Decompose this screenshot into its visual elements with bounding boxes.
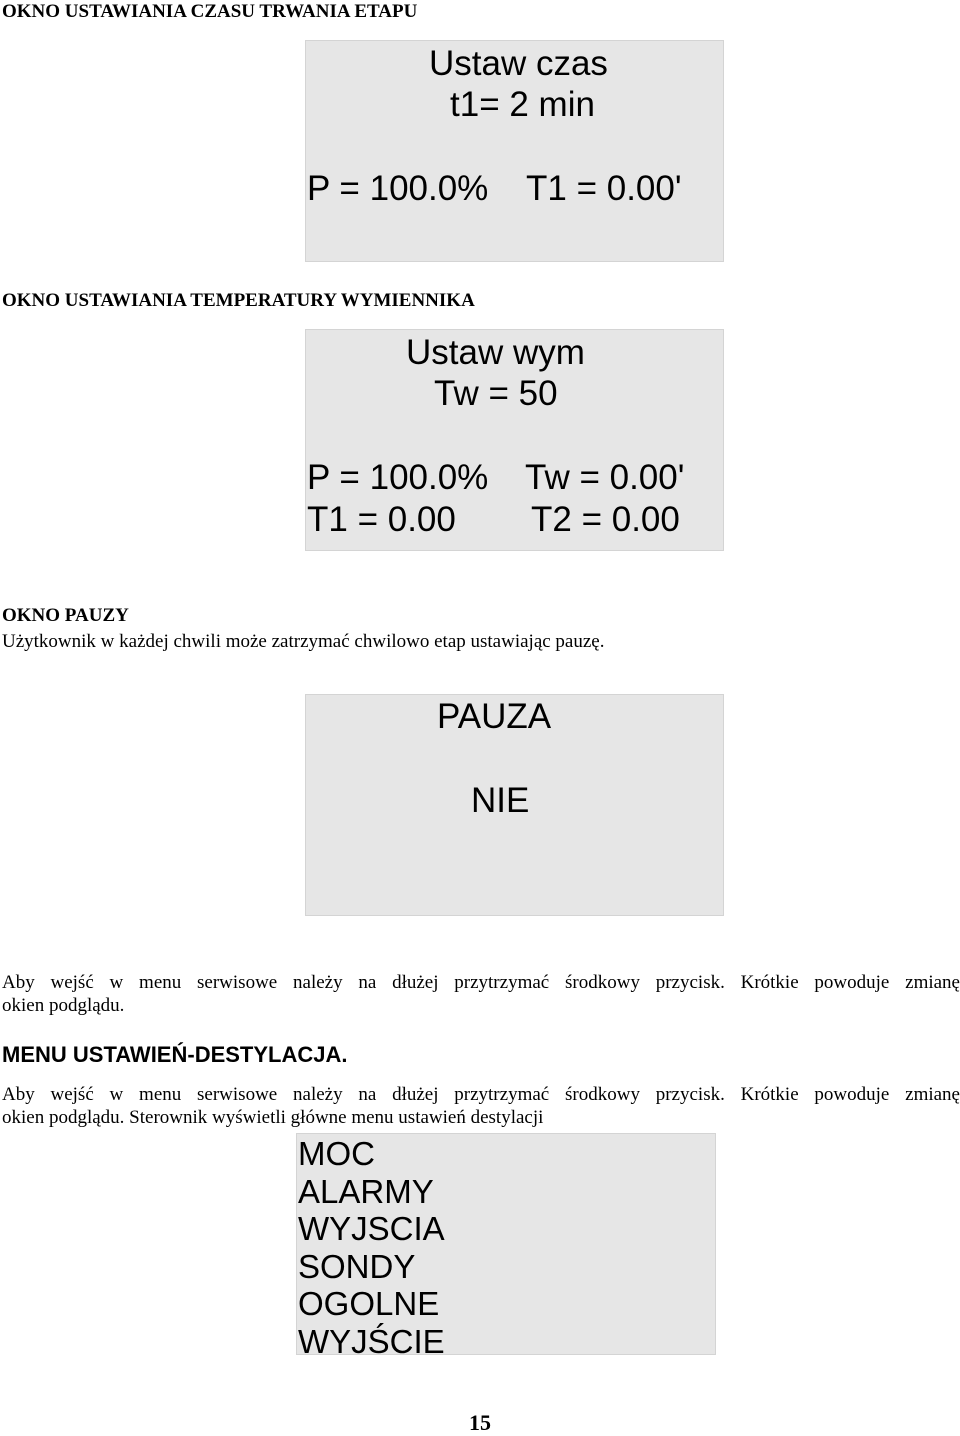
lcd-power-value: P = 100.0% bbox=[307, 169, 489, 208]
lcd-title: Ustaw czas bbox=[429, 44, 608, 83]
lcd-screen-time bbox=[305, 40, 724, 262]
lcd-title: Ustaw wym bbox=[406, 333, 585, 372]
lcd-t1-value: T1 = 0.00 bbox=[307, 500, 456, 539]
menu-item-wyjscia[interactable]: WYJSCIA bbox=[298, 1210, 445, 1248]
menu-item-moc[interactable]: MOC bbox=[298, 1135, 375, 1172]
section-heading-menu: MENU USTAWIEŃ-DESTYLACJA. bbox=[2, 1042, 348, 1067]
page-number: 15 bbox=[469, 1410, 491, 1435]
menu-item-alarmy[interactable]: ALARMY bbox=[298, 1172, 434, 1210]
section-heading-time: OKNO USTAWIANIA CZASU TRWANIA ETAPU bbox=[2, 1, 418, 22]
lcd-tw-setpoint: Tw = 50 bbox=[434, 374, 558, 413]
lcd-tw-value: Tw = 0.00' bbox=[525, 458, 685, 497]
menu-description: Aby wejść w menu serwisowe należy na dłużej przytrzymać środkowy przycisk. Krótkie powoduje zmianę okien podglądu. Sterownik wyświetli główne menu ustawień destylacji bbox=[2, 1084, 960, 1128]
pause-description: Użytkownik w każdej chwili może zatrzymać chwilowo etap ustawiając pauzę. bbox=[2, 631, 605, 652]
section-heading-exchanger: OKNO USTAWIANIA TEMPERATURY WYMIENNIKA bbox=[2, 290, 475, 311]
service-note: Aby wejść w menu serwisowe należy na dłużej przytrzymać środkowy przycisk. Krótkie powoduje zmianę okien podglądu. bbox=[2, 972, 960, 1016]
section-heading-pause: OKNO PAUZY bbox=[2, 605, 129, 626]
lcd-screen-menu bbox=[296, 1133, 716, 1360]
menu-item-ogolne[interactable]: OGOLNE bbox=[298, 1285, 440, 1323]
lcd-pause-title: PAUZA bbox=[437, 697, 552, 736]
lcd-pause-state: NIE bbox=[471, 781, 530, 820]
lcd-screen-pause bbox=[305, 694, 724, 916]
menu-item-sondy[interactable]: SONDY bbox=[298, 1247, 416, 1285]
menu-item-wyjscie[interactable]: WYJŚCIE bbox=[298, 1322, 445, 1360]
lcd-screen-exchanger bbox=[305, 329, 724, 551]
lcd-t1-value: T1 = 0.00' bbox=[526, 169, 682, 208]
lcd-power-value: P = 100.0% bbox=[307, 458, 489, 497]
lcd-t2-value: T2 = 0.00 bbox=[531, 500, 680, 539]
lcd-time-value: t1= 2 min bbox=[450, 85, 595, 124]
